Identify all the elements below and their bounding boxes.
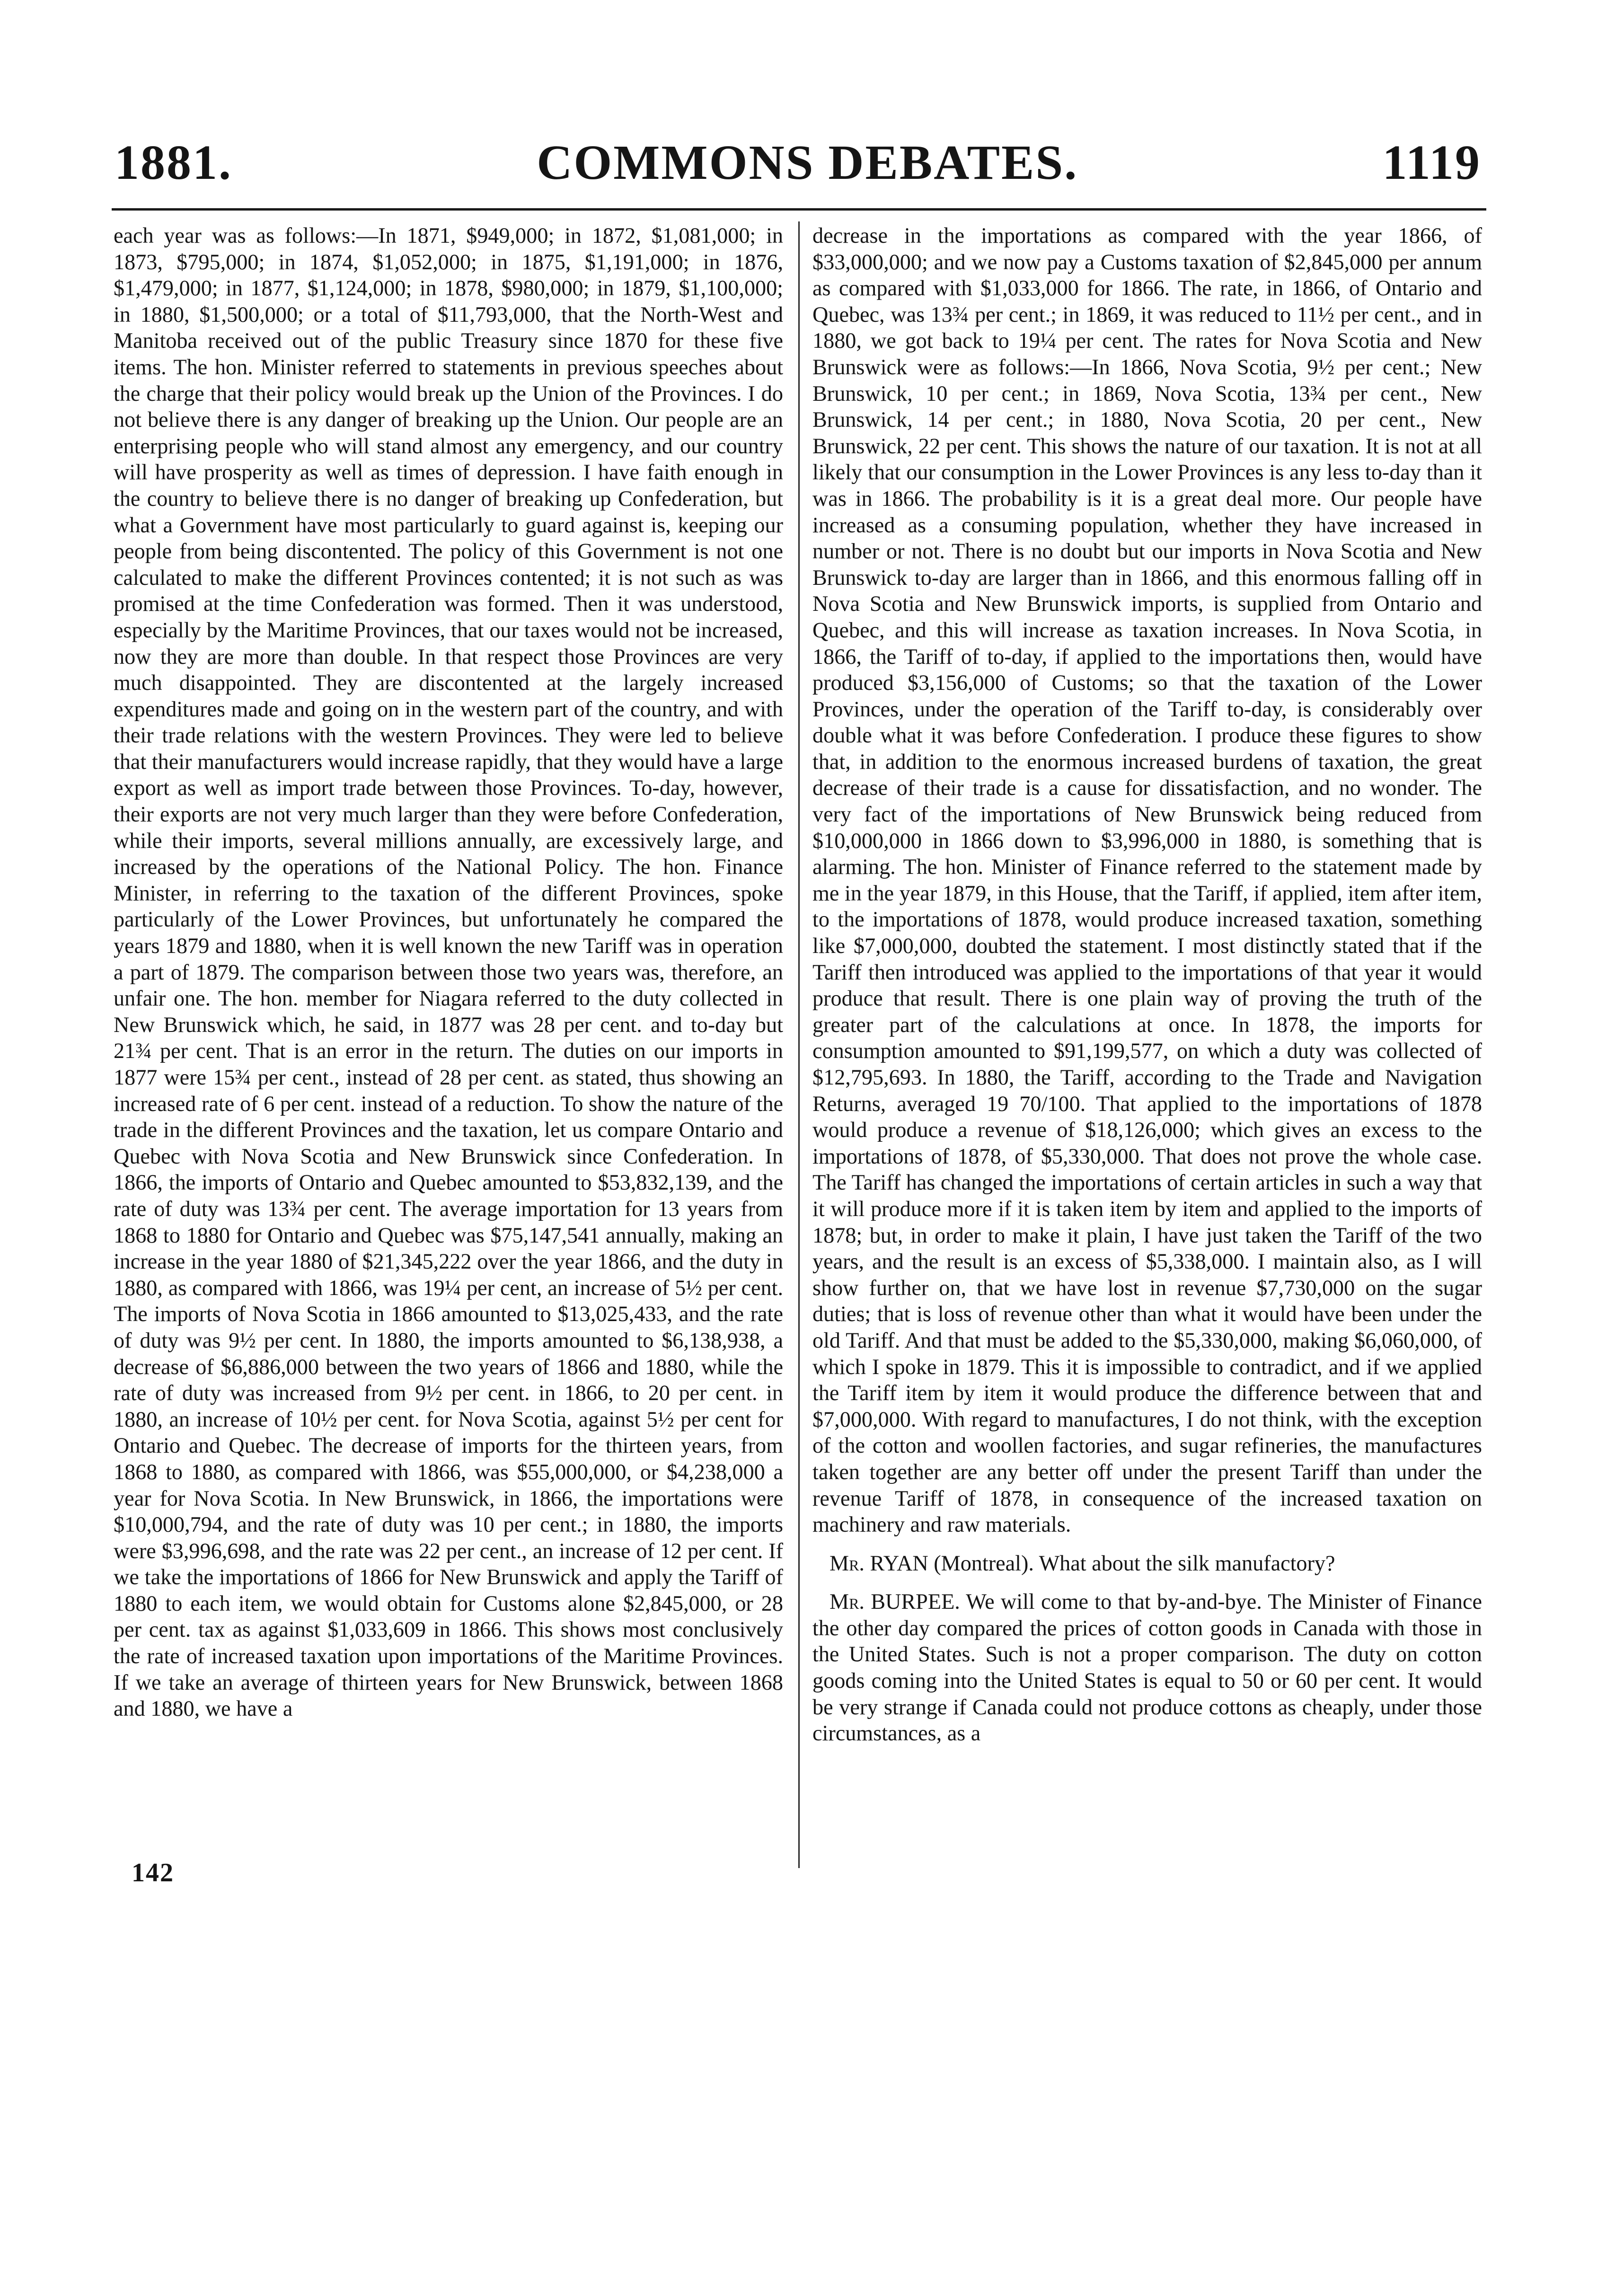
right-column-paragraph: decrease in the importations as compared with the year 1866, of $33,000,000; and we now pay a Customs taxation of $2,845,000 per annum as compared with $1,033,000 for 1866. The rate, in 1866, of Ontario and Quebec, was 13¾ per cent.; in 1869, it was reduced to 11½ per cent., and in 1880, we got back to 19¼ per cent. The rates for Nova Scotia and New Brunswick were as follows:—In 1866, Nova Scotia, 9½ per cent.; New Brunswick, 10 per cent.; in 1869, Nova Scotia, 13¾ per cent., New Brunswick, 14 per cent.; in 1880, Nova Scotia, 20 per cent., New Brunswick, 22 per cent. This shows the nature of our taxation. It is not at all likely that our consumption in the Lower Provinces is any less to-day than it was in 1866. The probability is it is a great deal more. Our people have increased as a consuming population, whether they have increased in number or not. There is no doubt but our imports in Nova Scotia and New Brunswick to-day are larger than in 1866, and this enormous falling off in Nova Scotia and New Brunswick imports, is supplied from Ontario and Quebec, and this will increase as taxation increases. In Nova Scotia, in 1866, the Tariff of to-day, if applied to the importations then, would have produced $3,156,000 of Customs; so that the taxation of the Lower Provinces, under the operation of the Tariff to-day, is considerably over double what it was before Confederation. I produce these figures to show that, in addition to the enormous increased burdens of taxation, the great decrease of their trade is a cause for dissatisfaction, and no wonder. The very fact of the importations of New Brunswick being reduced from $10,000,000 in 1866 down to $3,996,000 in 1880, is something that is alarming. The hon. Minister of Finance referred to the statement made by me in the year 1879, in this House, that the Tariff, if applied, item after item, to the importations of 1878, would produce increased taxation, something like $7,000,000, doubted the statement. I most distinctly stated that if the Tariff then introduced was applied to the importations of that year it would produce that result. There is one plain way of proving the truth of the greater part of the calculations at once. In 1878, the imports for consumption amounted to $91,199,577, on which a duty was collected of $12,795,693. In 1880, the Tariff, according to the Trade and Navigation Returns, averaged 19 70/100. That applied to the importations of 1878 would produce a revenue of $18,126,000; which gives an excess to the importations of 1878, of $5,330,000. That does not prove the whole case. The Tariff has changed the importations of certain articles in such a way that it will produce more if it is taken item by item and applied to the imports of 1878; but, in order to make it plain, I have just taken the Tariff of the two years, and the result is an excess of $5,338,000. I maintain also, as I will show further on, that we have lost in revenue $7,730,000 on the sugar duties; that is loss of revenue other than what it would have been under the old Tariff. And that must be added to the $5,330,000, making $6,060,000, of which I spoke in 1879. This it is impossible to contradict, and if we applied the Tariff item by item it would produce the difference between that and $7,000,000. With regard to manufactures, I do not think, with the exception of the cotton and woollen factories, and sugar refineries, the manufactures taken together are any better off under the present Tariff than under the revenue Tariff of 1878, in consequence of the increased taxation on machinery and raw materials.: [812, 223, 1482, 1537]
speech-ryan-text: (Montreal). What about the silk manufactory?: [928, 1551, 1335, 1575]
right-column: [812, 222, 1482, 1746]
left-column: [114, 222, 783, 1722]
header-rule: [112, 208, 1486, 211]
left-column-text: each year was as follows:—In 1871, $949,000; in 1872, $1,081,000; in 1873, $795,000; in 1874, $1,052,000; in 1875, $1,191,000; in 1876, $1,479,000; in 1877, $1,124,000; in 1878, $980,000; in 1879, $1,100,000; in 1880, $1,500,000; or a total of $11,793,000, that the North-West and Manitoba received out of the public Treasury since 1870 for these five items. The hon. Minister referred to statements in previous speeches about the charge that their policy would break up the Union of the Provinces. I do not believe there is any danger of breaking up the Union. Our people are an enterprising people who will stand almost any emergency, and our country will have prosperity as well as times of depression. I have faith enough in the country to believe there is no danger of breaking up Confederation, but what a Government have most particularly to guard against is, keeping our people from being discontented. The policy of this Government is not one calculated to make the different Provinces contented; it is not such as was promised at the time Confederation was formed. Then it was understood, especially by the Maritime Provinces, that our taxes would not be increased, now they are more than double. In that respect those Provinces are very much disappointed. They are discontented at the largely increased expenditures made and going on in the western part of the country, and with their trade relations with the western Provinces. They were led to believe that their manufacturers would increase rapidly, that they would have a large export as well as import trade between those Provinces. To-day, however, their exports are not very much larger than they were before Confederation, while their imports, several millions annually, are excessively large, and increased by the operations of the National Policy. The hon. Finance Minister, in referring to the taxation of the different Provinces, spoke particularly of the Lower Provinces, but unfortunately he compared the years 1879 and 1880, when it is well known the new Tariff was in operation a part of 1879. The comparison between those two years was, therefore, an unfair one. The hon. member for Niagara referred to the duty collected in New Brunswick which, he said, in 1877 was 28 per cent. and to-day but 21¾ per cent. That is an error in the return. The duties on our imports in 1877 were 15¾ per cent., instead of 28 per cent. as stated, thus showing an increased rate of 6 per cent. instead of a reduction. To show the nature of the trade in the different Provinces and the taxation, let us compare Ontario and Quebec with Nova Scotia and New Brunswick since Confederation. In 1866, the imports of Ontario and Quebec amounted to $53,832,139, and the rate of duty was 13¾ per cent. The average importation for 13 years from 1868 to 1880 for Ontario and Quebec was $75,147,541 annually, making an increase in the year 1880 of $21,345,222 over the year 1866, and the duty in 1880, as compared with 1866, was 19¼ per cent, an increase of 5½ per cent. The imports of Nova Scotia in 1866 amounted to $13,025,433, and the rate of duty was 9½ per cent. In 1880, the imports amounted to $6,138,938, a decrease of $6,886,000 between the two years of 1866 and 1880, while the rate of duty was increased from 9½ per cent. in 1866, to 20 per cent. in 1880, an increase of 10½ per cent. for Nova Scotia, against 5½ per cent for Ontario and Quebec. The decrease of imports for the thirteen years, from 1868 to 1880, as compared with 1866, was $55,000,000, or $4,238,000 a year for Nova Scotia. In New Brunswick, in 1866, the importations were $10,000,794, and the rate of duty was 10 per cent.; in 1880, the imports were $3,996,698, and the rate was 22 per cent., an increase of 12 per cent. If we take the importations of 1866 for New Brunswick and apply the Tariff of 1880 to each item, we would obtain for Customs alone $2,845,000, or 28 per cent. tax as against $1,033,609 in 1866. This shows most conclusively the rate of increased taxation upon importations of the Maritime Provinces. If we take an average of thirteen years for New Brunswick, between 1868 and 1880, we have a: [114, 223, 783, 1721]
speech-burpee-text: We will come to that by-and-bye. The Minister of Finance the other day compared the prices of cotton goods in Canada with those in the United States. Such is not a proper comparison. The duty on cotton goods coming into the United States is equal to 50 or 60 per cent. It would be very strange if Canada could not produce cottons as cheaply, under those circumstances, as a: [812, 1589, 1482, 1746]
header-title: COMMONS DEBATES.: [537, 135, 1078, 190]
signature-mark: 142: [132, 1858, 174, 1887]
page-header: [115, 127, 1481, 198]
speaker-ryan: Mr. RYAN: [830, 1551, 928, 1575]
header-year: 1881.: [115, 135, 232, 190]
speech-burpee: [812, 1588, 1482, 1746]
column-divider: [798, 221, 800, 1868]
speech-ryan: [812, 1550, 1482, 1577]
speaker-burpee: Mr. BURPEE.: [830, 1589, 960, 1614]
header-page-number: 1119: [1382, 135, 1481, 190]
